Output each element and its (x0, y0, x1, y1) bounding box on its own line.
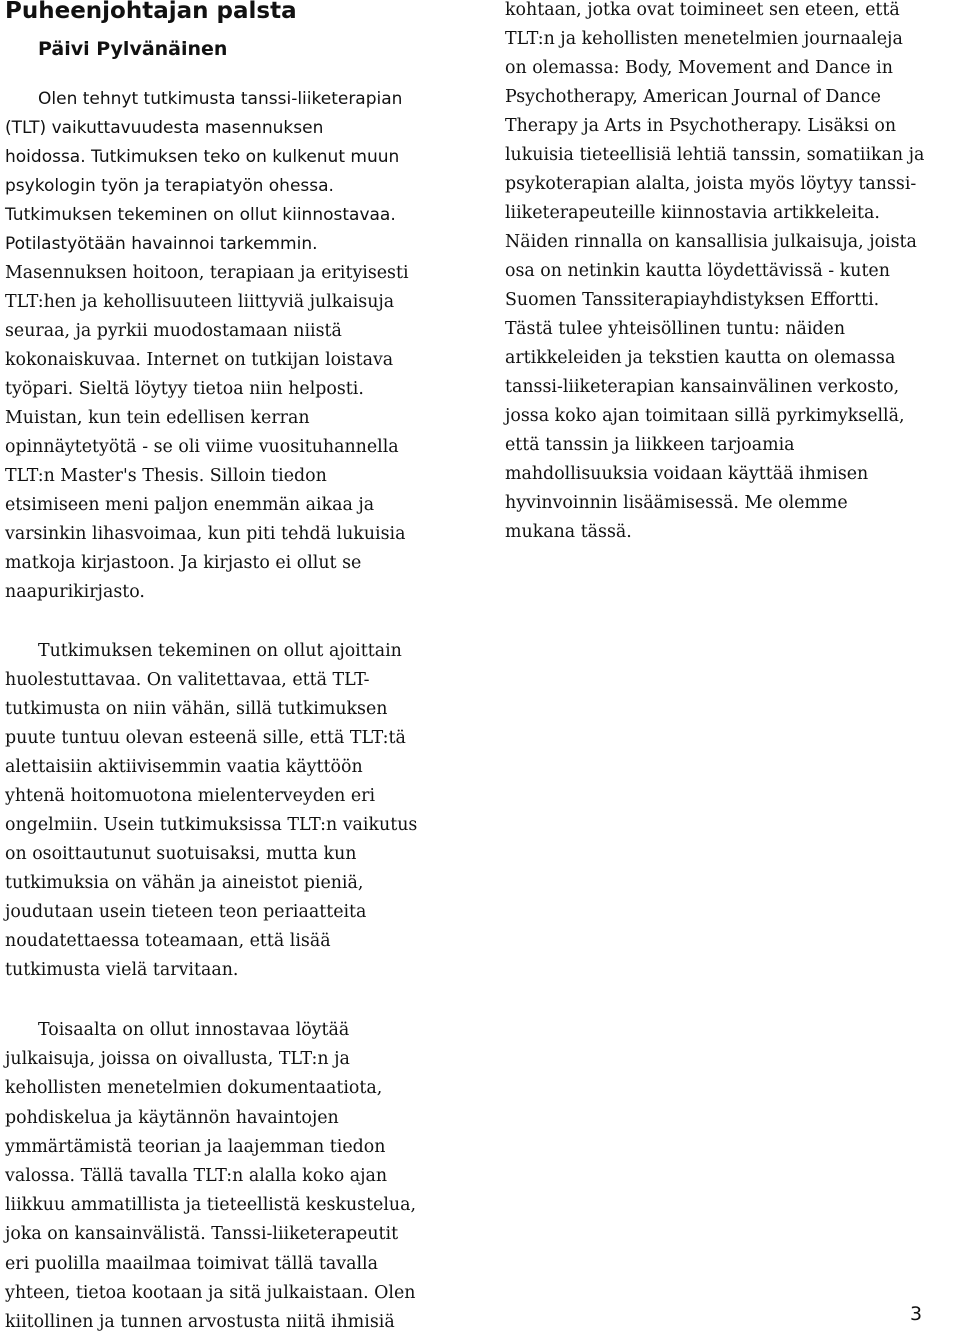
text-line: on olemassa: Body, Movement and Dance in (505, 58, 893, 78)
page-number: 3 (910, 1303, 923, 1325)
text-line: lukuisia tieteellisiä lehtiä tanssin, somatiikan ja (505, 145, 925, 165)
text-line: mukana tässä. (505, 522, 632, 542)
text-line: Olen tehnyt tutkimusta tanssi-liiketerapian (38, 89, 403, 109)
text-line: liikkuu ammatillista ja tieteellistä keskustelua, (5, 1195, 417, 1216)
text-line: Muistan, kun tein edellisen kerran (5, 408, 310, 428)
text-line: Tutkimuksen tekeminen on ollut ajoittain (38, 641, 402, 661)
text-line: mahdollisuuksia voidaan käyttää ihmisen (505, 464, 869, 484)
text-line: että tanssin ja liikkeen tarjoamia (505, 435, 795, 455)
text-line: psykologin työn ja terapiatyön ohessa. (5, 176, 334, 196)
text-line: huolestuttavaa. On valitettavaa, että TLT- (5, 670, 370, 690)
text-line: artikkeleiden ja tekstien kautta on olemassa (505, 348, 896, 368)
text-line: tanssi-liiketerapian kansainvälinen verkosto, (505, 377, 900, 397)
text-line: ymmärtämistä teorian ja laajemman tiedon (5, 1136, 386, 1157)
text-line: Tutkimuksen tekeminen on ollut kiinnostavaa. (5, 205, 396, 225)
text-line: valossa. Tällä tavalla TLT:n alalla koko ajan (5, 1166, 388, 1187)
text-line: osa on netinkin kautta löydettävissä - kuten (505, 261, 890, 281)
text-line: kohtaan, jotka ovat toimineet sen eteen, että (505, 0, 900, 20)
text-line: joudutaan usein tieteen teon periaatteita (5, 902, 367, 922)
column-1-paragraph-2 (5, 637, 465, 985)
column-1-paragraph-1-sans (5, 85, 465, 259)
column-1-paragraph-3 (5, 1016, 465, 1337)
text-line: opinnäytetyötä - se oli viime vuosituhannella (5, 437, 399, 457)
text-line: Masennuksen hoitoon, terapiaan ja erityisesti (5, 263, 409, 283)
text-line: liiketerapeuteille kiinnostavia artikkeleita. (505, 203, 880, 223)
text-line: matkoja kirjastoon. Ja kirjasto ei ollut se (5, 553, 362, 573)
text-line: kiitollinen ja tunnen arvostusta niitä ihmisiä (5, 1312, 395, 1333)
text-line: puute tuntuu olevan esteenä sille, että TLT:tä (5, 728, 406, 748)
text-line: TLT:n Master's Thesis. Silloin tiedon (5, 466, 327, 486)
text-line: alettaisiin aktiivisemmin vaatia käyttöön (5, 757, 363, 777)
text-line: psykoterapian alalta, joista myös löytyy tanssi- (505, 174, 917, 194)
text-line: yhteen, tietoa kootaan ja sitä julkaistaan. Olen (5, 1282, 416, 1303)
column-1-paragraph-1-serif (5, 259, 465, 607)
column-2-paragraph (505, 0, 960, 547)
text-line: Psychotherapy, American Journal of Dance (505, 87, 881, 107)
author-name: Päivi Pylvänäinen (38, 38, 228, 60)
text-line: Tästä tulee yhteisöllinen tuntu: näiden (505, 319, 846, 339)
text-line: Näiden rinnalla on kansallisia julkaisuja, joista (505, 232, 917, 252)
text-line: Suomen Tanssiterapiayhdistyksen Effortti. (505, 290, 880, 310)
text-line: on osoittautunut suotuisaksi, mutta kun (5, 844, 357, 864)
text-line: noudatettaessa toteamaan, että lisää (5, 931, 331, 951)
page-title: Puheenjohtajan palsta (5, 0, 297, 24)
text-line: kokonaiskuvaa. Internet on tutkijan loistava (5, 350, 394, 370)
text-line: pohdiskelua ja käytännön havaintojen (5, 1107, 339, 1128)
text-line: eri puolilla maailmaa toimivat tällä tavalla (5, 1253, 378, 1274)
text-line: kehollisten menetelmien dokumentaatiota, (5, 1078, 383, 1099)
text-line: (TLT) vaikuttavuudesta masennuksen (5, 118, 324, 138)
text-line: jossa koko ajan toimitaan sillä pyrkimyksellä, (505, 406, 905, 426)
text-line: yhtenä hoitomuotona mielenterveyden eri (5, 786, 376, 806)
text-line: TLT:n ja kehollisten menetelmien journaaleja (505, 29, 903, 49)
text-line: ongelmiin. Usein tutkimuksissa TLT:n vaikutus (5, 815, 418, 835)
text-line: työpari. Sieltä löytyy tietoa niin helposti. (5, 379, 364, 399)
text-line: joka on kansainvälistä. Tanssi-liiketerapeutit (5, 1224, 399, 1245)
text-line: Toisaalta on ollut innostavaa löytää (38, 1020, 350, 1040)
text-line: naapurikirjasto. (5, 582, 145, 602)
text-line: seuraa, ja pyrkii muodostamaan niistä (5, 321, 342, 341)
text-line: julkaisuja, joissa on oivallusta, TLT:n ja (5, 1049, 350, 1070)
text-line: hoidossa. Tutkimuksen teko on kulkenut muun (5, 147, 400, 167)
text-line: tutkimusta vielä tarvitaan. (5, 960, 239, 980)
text-line: tutkimusta on niin vähän, sillä tutkimuksen (5, 699, 388, 719)
text-line: Therapy ja Arts in Psychotherapy. Lisäksi on (505, 116, 897, 136)
text-line: Potilastyötään havainnoi tarkemmin. (5, 234, 318, 254)
text-line: TLT:hen ja kehollisuuteen liittyviä julkaisuja (5, 292, 395, 312)
text-line: varsinkin lihasvoimaa, kun piti tehdä lukuisia (5, 524, 406, 544)
text-line: tutkimuksia on vähän ja aineistot pieniä, (5, 873, 364, 893)
text-line: etsimiseen meni paljon enemmän aikaa ja (5, 495, 375, 515)
text-line: hyvinvoinnin lisäämisessä. Me olemme (505, 493, 848, 513)
